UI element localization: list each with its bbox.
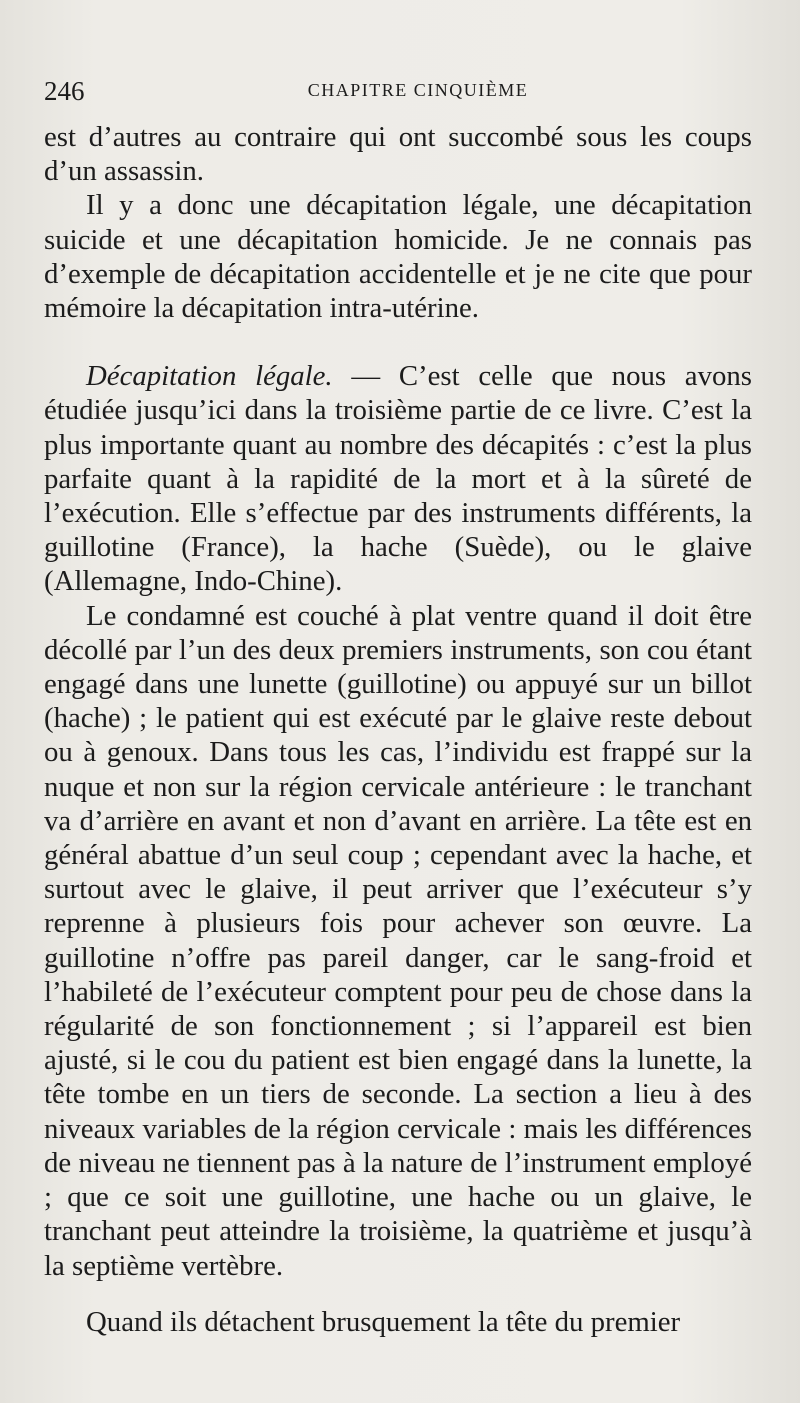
page-number: 246 xyxy=(44,76,85,106)
paragraph-legal-decapitation xyxy=(44,359,752,598)
running-head xyxy=(44,76,752,112)
chapter-title: CHAPITRE CINQUIÈME xyxy=(307,80,529,100)
paragraph-decapitation-types: Il y a donc une décapitation légale, une décapitation suicide et une décapitation homicide. Je ne connais pas d’exemple de décapitation accidentelle et je ne cite que pour mémoire la décapitation intra-utérine. xyxy=(44,189,752,325)
paragraph-condemned: Le condamné est couché à plat ventre quand il doit être décollé par l’un des deux premiers instruments, son cou étant engagé dans une lunette (guillotine) ou appuyé sur un billot (hache) ; le patient qui est exécuté par le glaive reste debout ou à genoux. Dans tous les cas, l’individu est frappé sur la nuque et non sur la région cervicale antérieure : le tranchant va d’arrière en avant et non d’avant en arrière. La tête est en général abattue d’un seul coup ; cependant avec la hache, et surtout avec le glaive, il peut arriver que l’exécuteur s’y reprenne à plusieurs fois pour achever son œuvre. La guillotine n’offre pas pareil danger, car le sang-froid et l’habileté de l’exécuteur comptent pour peu de chose dans la régularité de son fonctionnement ; si l’appareil est bien ajusté, si le cou du patient est bien engagé dans la lunette, la tête tombe en un tiers de seconde. La section a lieu à des niveaux variables de la région cervicale : mais les différences de niveau ne tiennent pas à la nature de l’instrument employé ; que ce soit une guillotine, une hache ou un glaive, le tranchant peut atteindre la troisième, la quatrième et jusqu’à la septième vertèbre. xyxy=(44,599,752,1282)
paragraph-continuation: est d’autres au contraire qui ont succombé sous les coups d’un assassin. xyxy=(44,121,752,188)
body-text xyxy=(44,120,752,1339)
paragraph-final-line: Quand ils détachent brusquement la tête du premier xyxy=(86,1305,681,1338)
section-text: — C’est celle que nous avons étudiée jusqu’ici dans la troisième partie de ce livre. C’est la plus importante quant au nombre des décapités : c’est la plus parfaite quant à la rapidité de la mort et à la sûreté de l’exécution. Elle s’effectue par des instruments différents, la guillotine (France), la hache (Suède), ou le glaive (Allemagne, Indo-Chine). xyxy=(44,360,752,598)
section-title: Décapitation légale. xyxy=(86,360,333,393)
